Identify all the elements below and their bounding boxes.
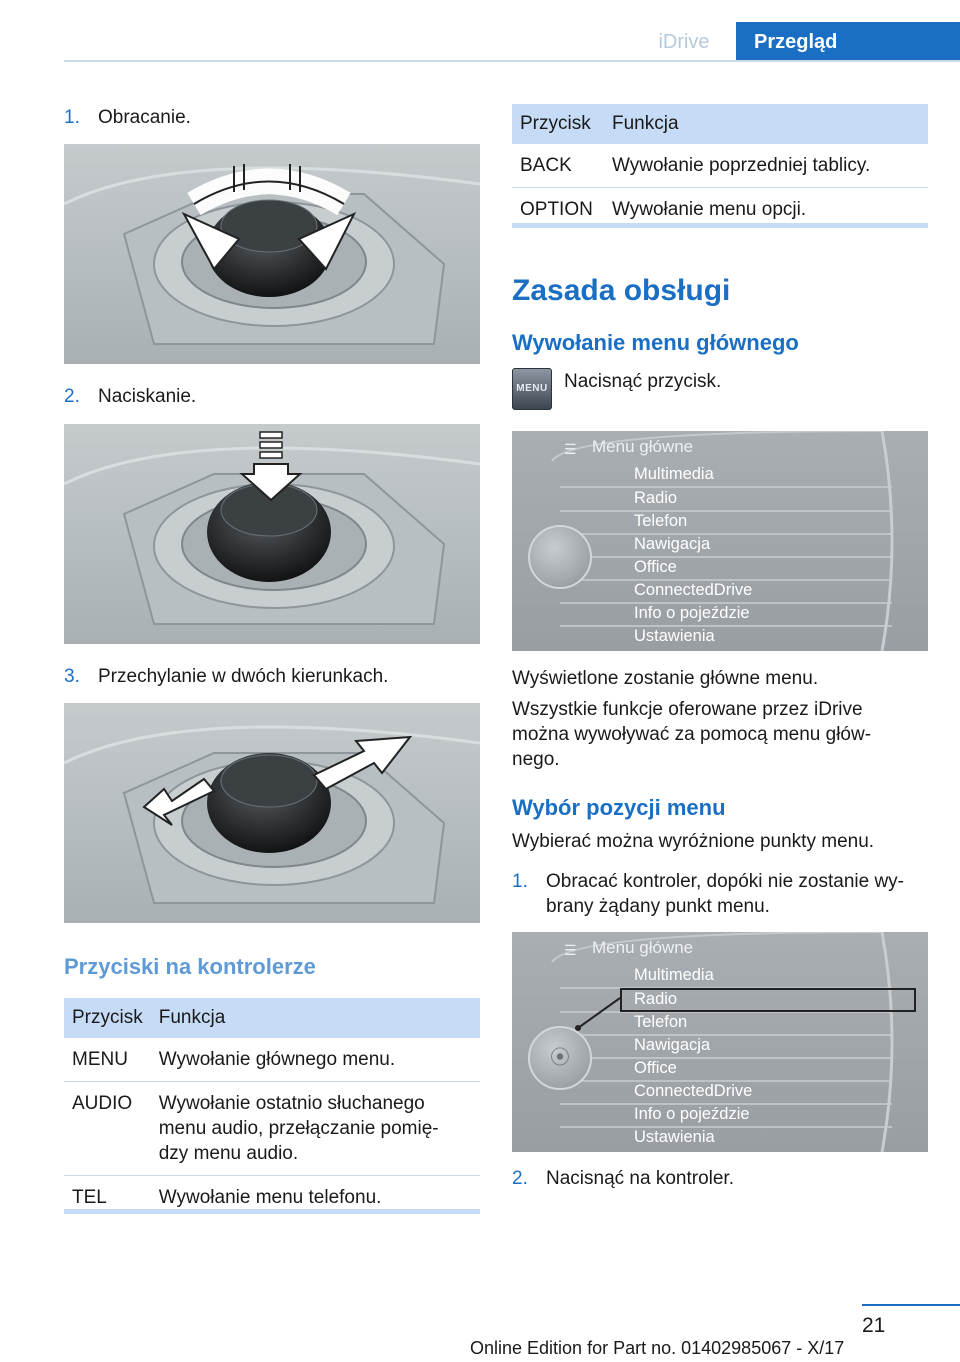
table-cell-function: Wywołanie ostatnio słuchanego menu audio, przełączanie pomię‐dzy menu audio. <box>151 1082 480 1176</box>
step-text-line: Obracać kontroler, dopóki nie zostanie wy‐ <box>546 871 905 892</box>
header-tab-label: Przegląd <box>736 22 960 62</box>
main-heading: Zasada obsługi <box>512 274 731 307</box>
table-header-cell: Przycisk <box>512 104 604 144</box>
menu-item-office: Office <box>634 1059 677 1077</box>
step-text <box>546 869 904 919</box>
controller-rotate-photo <box>64 144 480 364</box>
table-bottom-rule <box>64 1209 480 1214</box>
footer-edition: Online Edition for Part no. 01402985067 - X/17 <box>470 1338 845 1358</box>
step-rotate <box>64 105 191 130</box>
table-row <box>512 144 928 188</box>
controller-press-photo <box>64 424 480 644</box>
paragraph-all-functions-1: Wszystkie funkcje oferowane przez iDrive <box>512 699 863 720</box>
step-press <box>64 384 196 409</box>
step-number: 3. <box>64 666 80 687</box>
step-number: 2. <box>512 1168 528 1189</box>
menu-button-icon: MENU <box>512 368 552 410</box>
screen-title: Menu główne <box>592 437 694 456</box>
table-row <box>64 1082 480 1176</box>
table-cell-button: BACK <box>512 144 604 188</box>
paragraph-all-functions-2: można wywoływać za pomocą menu głów‐ <box>512 724 872 745</box>
footer-divider <box>862 1304 960 1306</box>
menu-item-office: Office <box>634 558 677 576</box>
menu-item-connecteddrive: ConnectedDrive <box>634 581 753 599</box>
table-row <box>64 1038 480 1082</box>
table-cell-function: Wywołanie poprzedniej tablicy. <box>604 144 928 188</box>
controller-knob-graphic: ⦿ <box>528 1026 592 1090</box>
press-button-text: Nacisnąć przycisk. <box>564 371 722 392</box>
main-menu-screen-selected <box>512 932 928 1152</box>
paragraph-all-functions-3: nego. <box>512 749 560 770</box>
page-number: 21 <box>862 1314 886 1337</box>
table-cell-function: Wywołanie menu telefonu. <box>158 1187 382 1208</box>
menu-item-radio: Radio <box>634 990 678 1008</box>
header-divider <box>64 60 960 62</box>
step-text: Nacisnąć na kontroler. <box>546 1168 734 1189</box>
menu-item-radio: Radio <box>634 489 678 507</box>
menu-item-connecteddrive: ConnectedDrive <box>634 1082 753 1100</box>
header-section-label: iDrive <box>658 31 710 53</box>
table-bottom-rule <box>512 223 928 228</box>
menu-item-telefon: Telefon <box>634 512 688 530</box>
table-cell-button: TEL <box>72 1187 107 1208</box>
menu-item-info: Info o pojeździe <box>634 1105 750 1123</box>
step-text-line: brany żądany punkt menu. <box>546 896 770 917</box>
menu-item-multimedia: Multimedia <box>634 966 714 984</box>
table-header-cell: Funkcja <box>151 998 480 1038</box>
step-number: 1. <box>64 107 80 128</box>
table-cell-function: Wywołanie menu opcji. <box>612 199 807 220</box>
list-icon: ☰ <box>564 441 577 457</box>
step-press-controller <box>512 1166 734 1191</box>
table-header-cell: Funkcja <box>604 104 928 144</box>
controller-knob-graphic <box>528 525 592 589</box>
screen-title: Menu główne <box>592 938 694 957</box>
table-cell-button: OPTION <box>520 199 593 220</box>
paragraph-select-items: Wybierać można wyróżnione punkty menu. <box>512 831 875 852</box>
section-heading-controller-buttons: Przyciski na kontrolerze <box>64 954 316 979</box>
table-header-cell: Przycisk <box>64 998 151 1038</box>
subheading-open-main-menu: Wywołanie menu głównego <box>512 330 799 355</box>
table-cell-function: Wywołanie głównego menu. <box>151 1038 480 1082</box>
controller-buttons-table <box>64 998 480 1219</box>
menu-item-ustawienia: Ustawienia <box>634 627 715 645</box>
back-option-table <box>512 104 928 231</box>
menu-item-nawigacja: Nawigacja <box>634 1036 711 1054</box>
table-header-row <box>512 104 928 144</box>
menu-item-info: Info o pojeździe <box>634 604 750 622</box>
subheading-select-menu-item: Wybór pozycji menu <box>512 795 726 820</box>
menu-item-ustawienia: Ustawienia <box>634 1128 715 1146</box>
step-number: 1. <box>512 871 528 892</box>
step-number: 2. <box>64 386 80 407</box>
main-menu-screen <box>512 431 928 651</box>
list-icon: ☰ <box>564 942 577 958</box>
step-text: Przechylanie w dwóch kierunkach. <box>98 666 389 687</box>
step-text: Naciskanie. <box>98 386 197 407</box>
step-tilt <box>64 664 388 689</box>
step-text: Obracanie. <box>98 107 191 128</box>
paragraph-menu-displayed: Wyświetlone zostanie główne menu. <box>512 668 819 689</box>
table-cell-button: MENU <box>64 1038 151 1082</box>
menu-item-multimedia: Multimedia <box>634 465 714 483</box>
table-header-row <box>64 998 480 1038</box>
table-cell-button: AUDIO <box>64 1082 151 1176</box>
step-rotate-controller <box>512 869 904 919</box>
menu-item-telefon: Telefon <box>634 1013 688 1031</box>
menu-item-nawigacja: Nawigacja <box>634 535 711 553</box>
controller-tilt-photo <box>64 703 480 923</box>
